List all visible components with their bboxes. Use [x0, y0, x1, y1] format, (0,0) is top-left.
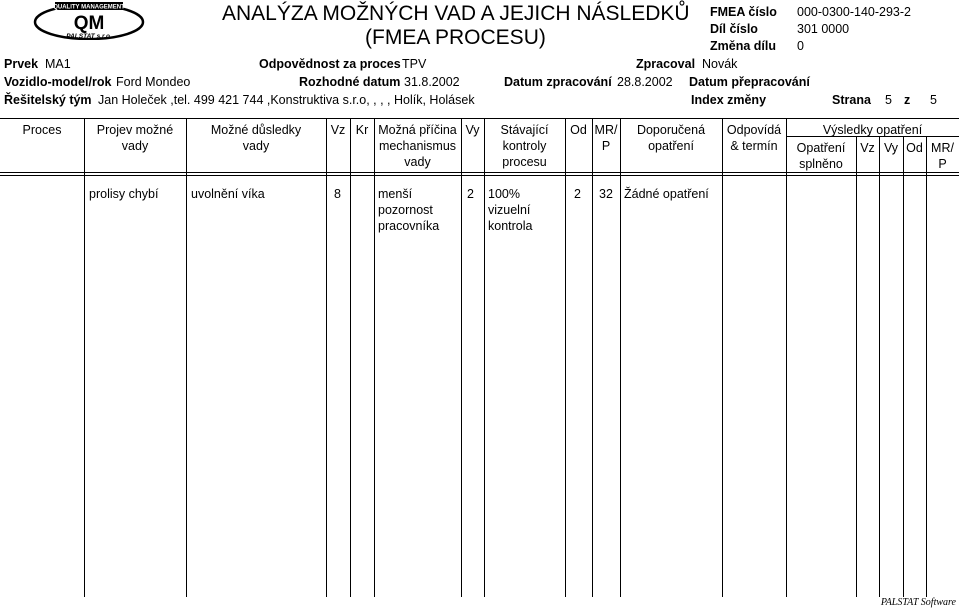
- page-of: z: [904, 93, 911, 107]
- col-divider: [592, 118, 593, 597]
- processing-date-label: Datum zpracování: [504, 75, 612, 89]
- col-divider: [84, 118, 85, 597]
- col-divider: [879, 136, 880, 597]
- vehicle-label: Vozidlo-model/rok: [4, 75, 112, 89]
- row-detection: 2: [574, 187, 581, 201]
- col-divider: [856, 136, 857, 597]
- prepared-by-label: Zpracoval: [636, 57, 696, 71]
- part-change-value: 0: [797, 39, 804, 53]
- page-label: Strana: [832, 93, 871, 107]
- team-label: Řešitelský tým: [4, 93, 92, 107]
- col-divider: [186, 118, 187, 597]
- row-rpn: 32: [599, 187, 613, 201]
- team-value: Jan Holeček ,tel. 499 421 744 ,Konstruktiva s.r.o, , , , Holík, Holásek: [98, 93, 475, 107]
- col-header-effects: Možné důsledky vady: [210, 123, 302, 153]
- col-header-result-severity: Vz: [860, 141, 875, 155]
- col-divider: [786, 118, 787, 597]
- col-header-results: Výsledky opatření: [822, 123, 923, 137]
- col-header-detection: Od: [570, 123, 587, 137]
- part-number-label: Díl číslo: [710, 22, 758, 36]
- col-header-recommended: Doporučená opatření: [636, 123, 706, 153]
- row-occurrence: 2: [467, 187, 474, 201]
- row-severity: 8: [334, 187, 341, 201]
- col-header-rpn: MR/ P: [594, 123, 618, 153]
- header-bottom-border-double: [0, 175, 959, 176]
- col-header-failure-mode: Projev možné vady: [96, 123, 174, 153]
- prepared-by-value: Novák: [702, 57, 738, 71]
- logo-company: PALSTAT s.r.o.: [66, 33, 112, 40]
- fmea-number-value: 000-0300-140-293-2: [797, 5, 911, 19]
- logo-top-text: QUALITY MANAGEMENT: [53, 4, 125, 11]
- element-label: Prvek: [4, 57, 39, 71]
- decisive-date-value: 31.8.2002: [404, 75, 460, 89]
- fmea-number-label: FMEA číslo: [710, 5, 777, 19]
- col-divider: [565, 118, 566, 597]
- footer-software: PALSTAT Software: [880, 597, 956, 608]
- revision-date-label: Datum přepracování: [689, 75, 810, 89]
- row-controls: 100% vizuelní kontrola: [488, 187, 533, 233]
- col-header-actions-taken: Opatření splněno: [796, 141, 846, 171]
- col-divider: [374, 118, 375, 597]
- col-divider: [903, 136, 904, 597]
- col-header-result-detection: Od: [906, 141, 923, 155]
- col-divider: [926, 136, 927, 597]
- col-header-responsible: Odpovídá & termín: [726, 123, 782, 153]
- col-divider: [484, 118, 485, 597]
- logo-mark: QM: [73, 13, 105, 34]
- document-title: ANALÝZA MOŽNÝCH VAD A JEJICH NÁSLEDKŮ: [222, 2, 690, 25]
- col-divider: [620, 118, 621, 597]
- processing-date-value: 28.8.2002: [617, 75, 673, 89]
- palstat-logo: [33, 2, 145, 40]
- col-header-severity: Vz: [330, 123, 346, 137]
- responsibility-value: TPV: [402, 57, 427, 71]
- col-divider: [326, 118, 327, 597]
- decisive-date-label: Rozhodné datum: [299, 75, 401, 89]
- part-number-value: 301 0000: [797, 22, 850, 36]
- col-header-cause: Možná příčina mechanismus vady: [378, 123, 457, 169]
- col-divider: [722, 118, 723, 597]
- document-subtitle: (FMEA PROCESU): [365, 26, 546, 49]
- vehicle-value: Ford Mondeo: [116, 75, 191, 89]
- col-header-occurrence: Vy: [465, 123, 480, 137]
- change-index-label: Index změny: [691, 93, 767, 107]
- responsibility-label: Odpovědnost za proces: [259, 57, 401, 71]
- row-effects: uvolnění víka: [191, 187, 265, 201]
- col-header-result-rpn: MR/ P: [931, 141, 954, 171]
- page-total: 5: [930, 93, 937, 107]
- row-failure-mode: prolisy chybí: [89, 187, 159, 201]
- element-value: MA1: [45, 57, 71, 71]
- col-header-process: Proces: [22, 123, 62, 137]
- table-top-border: [0, 118, 959, 119]
- col-header-current-controls: Stávající kontroly procesu: [500, 123, 549, 169]
- col-divider: [461, 118, 462, 597]
- page-number: 5: [885, 93, 892, 107]
- row-cause: menší pozornost pracovníka: [378, 187, 440, 233]
- col-header-class: Kr: [355, 123, 369, 137]
- header-bottom-border: [0, 172, 959, 173]
- col-header-result-occurrence: Vy: [883, 141, 899, 155]
- part-change-label: Změna dílu: [710, 39, 776, 53]
- row-recommended: Žádné opatření: [624, 187, 709, 201]
- col-divider: [350, 118, 351, 597]
